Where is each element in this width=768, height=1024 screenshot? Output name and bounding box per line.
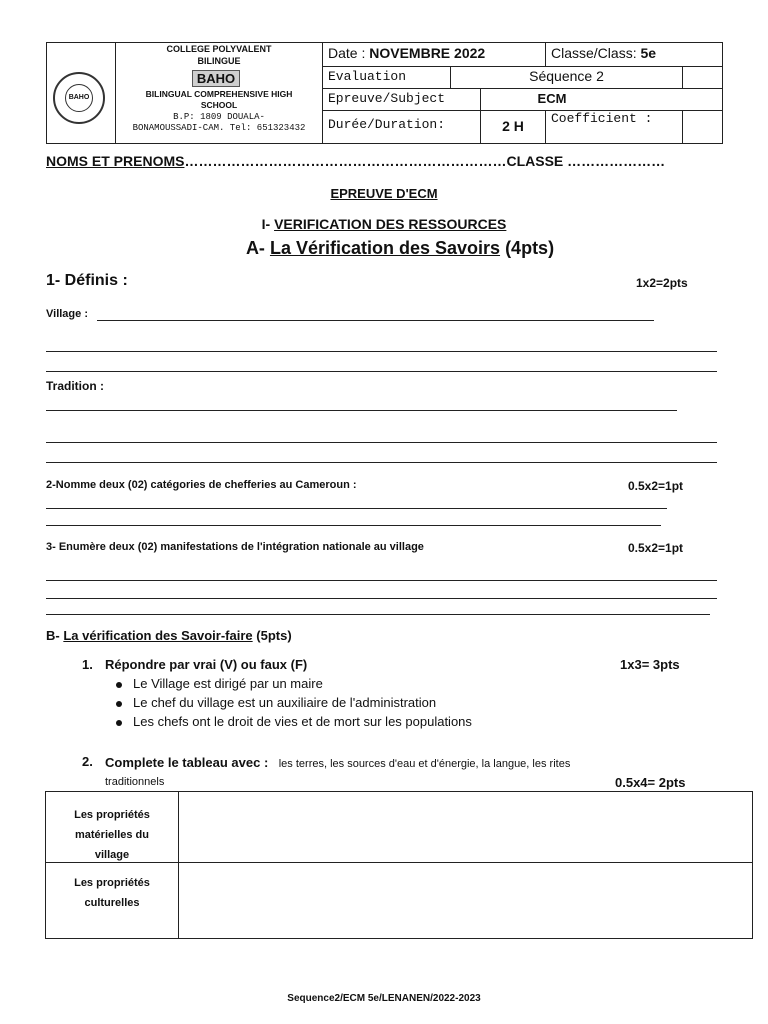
date-value: NOVEMBRE 2022 xyxy=(369,45,486,61)
section-1-heading xyxy=(0,216,768,232)
q2-label: 2-Nomme deux (02) catégories de chefferies au Cameroun : xyxy=(46,479,357,491)
date-field xyxy=(328,45,485,61)
section-b-prefix: B- xyxy=(46,628,60,643)
b1-label: Répondre par vrai (V) ou faux (F) xyxy=(105,657,308,672)
class-label: Classe/Class: xyxy=(551,45,637,61)
class-dots: ………………… xyxy=(567,153,666,169)
header-divider xyxy=(682,66,683,88)
coefficient-label: Coefficient : xyxy=(551,111,653,126)
q1-village-label: Village : xyxy=(46,308,88,320)
bullet-icon xyxy=(116,720,122,726)
school-name-line1: COLLEGE POLYVALENT xyxy=(166,44,272,54)
section-b-heading xyxy=(46,628,292,643)
answer-line xyxy=(46,371,717,372)
bullet-icon xyxy=(116,682,122,688)
header-divider xyxy=(545,42,546,66)
b2-words-continued: traditionnels xyxy=(105,776,165,788)
row-label-line: village xyxy=(94,849,130,861)
names-dots: …………………………………………………………… xyxy=(184,153,507,169)
school-name-line4: SCHOOL xyxy=(200,100,238,110)
b2-instruction xyxy=(105,754,570,772)
subject-value: ECM xyxy=(537,91,567,106)
table-answer-cell[interactable] xyxy=(180,864,751,937)
section-a-heading xyxy=(0,238,768,259)
header-divider xyxy=(322,66,723,67)
section-a-title: La Vérification des Savoirs xyxy=(269,238,501,258)
section-a-prefix: A- xyxy=(245,238,265,258)
names-label: NOMS ET PRENOMS xyxy=(46,153,185,169)
answer-line xyxy=(46,410,677,411)
bullet-icon xyxy=(116,701,122,707)
table-row-label xyxy=(46,805,178,865)
student-name-line xyxy=(46,153,665,169)
date-label: Date : xyxy=(328,45,366,61)
class-line-label: CLASSE xyxy=(506,153,564,169)
evaluation-value: Séquence 2 xyxy=(529,68,604,84)
section-a-points: (4pts) xyxy=(505,238,555,258)
q3-points: 0.5x2=1pt xyxy=(628,541,684,555)
b1-number: 1. xyxy=(82,657,93,672)
q1-tradition-label: Tradition : xyxy=(46,379,104,393)
evaluation-label: Evaluation xyxy=(328,69,407,84)
answer-line xyxy=(46,614,710,615)
duration-value: 2 H xyxy=(502,118,524,134)
section-b-title: La vérification des Savoir-faire xyxy=(63,628,253,643)
school-name-line2: BILINGUE xyxy=(197,56,241,66)
row-label-line: culturelles xyxy=(84,897,140,909)
logo-text: BAHO xyxy=(65,84,93,112)
row-label-line: Les propriétés xyxy=(74,877,150,889)
school-name-line3: BILINGUAL COMPREHENSIVE HIGH xyxy=(145,89,293,99)
header-divider xyxy=(545,110,546,144)
q1-label: 1- Définis : xyxy=(46,272,128,289)
table-answer-cell[interactable] xyxy=(180,793,751,861)
answer-line xyxy=(46,525,661,526)
section-1-prefix: I- xyxy=(261,216,271,232)
q3-label: 3- Enumère deux (02) manifestations de l'intégration nationale au village xyxy=(46,541,424,553)
b2-points: 0.5x4= 2pts xyxy=(615,775,686,790)
answer-line xyxy=(46,580,717,581)
row-label-line: Les propriétés xyxy=(74,809,150,821)
b2-number: 2. xyxy=(82,754,93,769)
school-address-line1: B.P: 1809 DOUALA- xyxy=(173,112,265,122)
school-logo xyxy=(53,72,105,124)
q1-points: 1x2=2pts xyxy=(636,276,688,290)
header-divider xyxy=(682,110,683,144)
school-name-baho: BAHO xyxy=(192,70,240,87)
q2-points: 0.5x2=1pt xyxy=(628,479,684,493)
school-address-line2: BONAMOUSSADI-CAM. Tel: 651323432 xyxy=(132,123,306,133)
duration-label: Durée/Duration: xyxy=(328,117,446,132)
answer-line xyxy=(46,442,717,443)
table-row-label xyxy=(46,873,178,913)
section-b-points: (5pts) xyxy=(256,628,292,643)
answer-line xyxy=(97,320,654,321)
b1-points: 1x3= 3pts xyxy=(620,657,680,672)
answer-line xyxy=(46,462,717,463)
row-label-line: matérielles du xyxy=(75,829,149,841)
answer-line xyxy=(46,508,667,509)
b1-item: Le chef du village est un auxiliaire de l'administration xyxy=(133,695,437,710)
b1-item: Les chefs ont le droit de vies et de mort sur les populations xyxy=(133,714,472,729)
b2-label: Complete le tableau avec : xyxy=(105,755,269,770)
header-divider xyxy=(322,110,723,111)
footer-text: Sequence2/ECM 5e/LENANEN/2022-2023 xyxy=(287,993,481,1004)
class-value: 5e xyxy=(640,45,657,61)
class-field xyxy=(551,45,656,61)
exam-title: EPREUVE D'ECM xyxy=(330,186,438,201)
b2-words: les terres, les sources d'eau et d'énergie, la langue, les rites xyxy=(278,758,571,770)
section-1-title: VERIFICATION DES RESSOURCES xyxy=(274,216,507,232)
b1-item: Le Village est dirigé par un maire xyxy=(133,676,323,691)
answer-line xyxy=(46,598,717,599)
subject-label: Epreuve/Subject xyxy=(328,91,446,106)
header-divider xyxy=(322,88,723,89)
answer-line xyxy=(46,351,717,352)
table-divider xyxy=(178,791,179,939)
